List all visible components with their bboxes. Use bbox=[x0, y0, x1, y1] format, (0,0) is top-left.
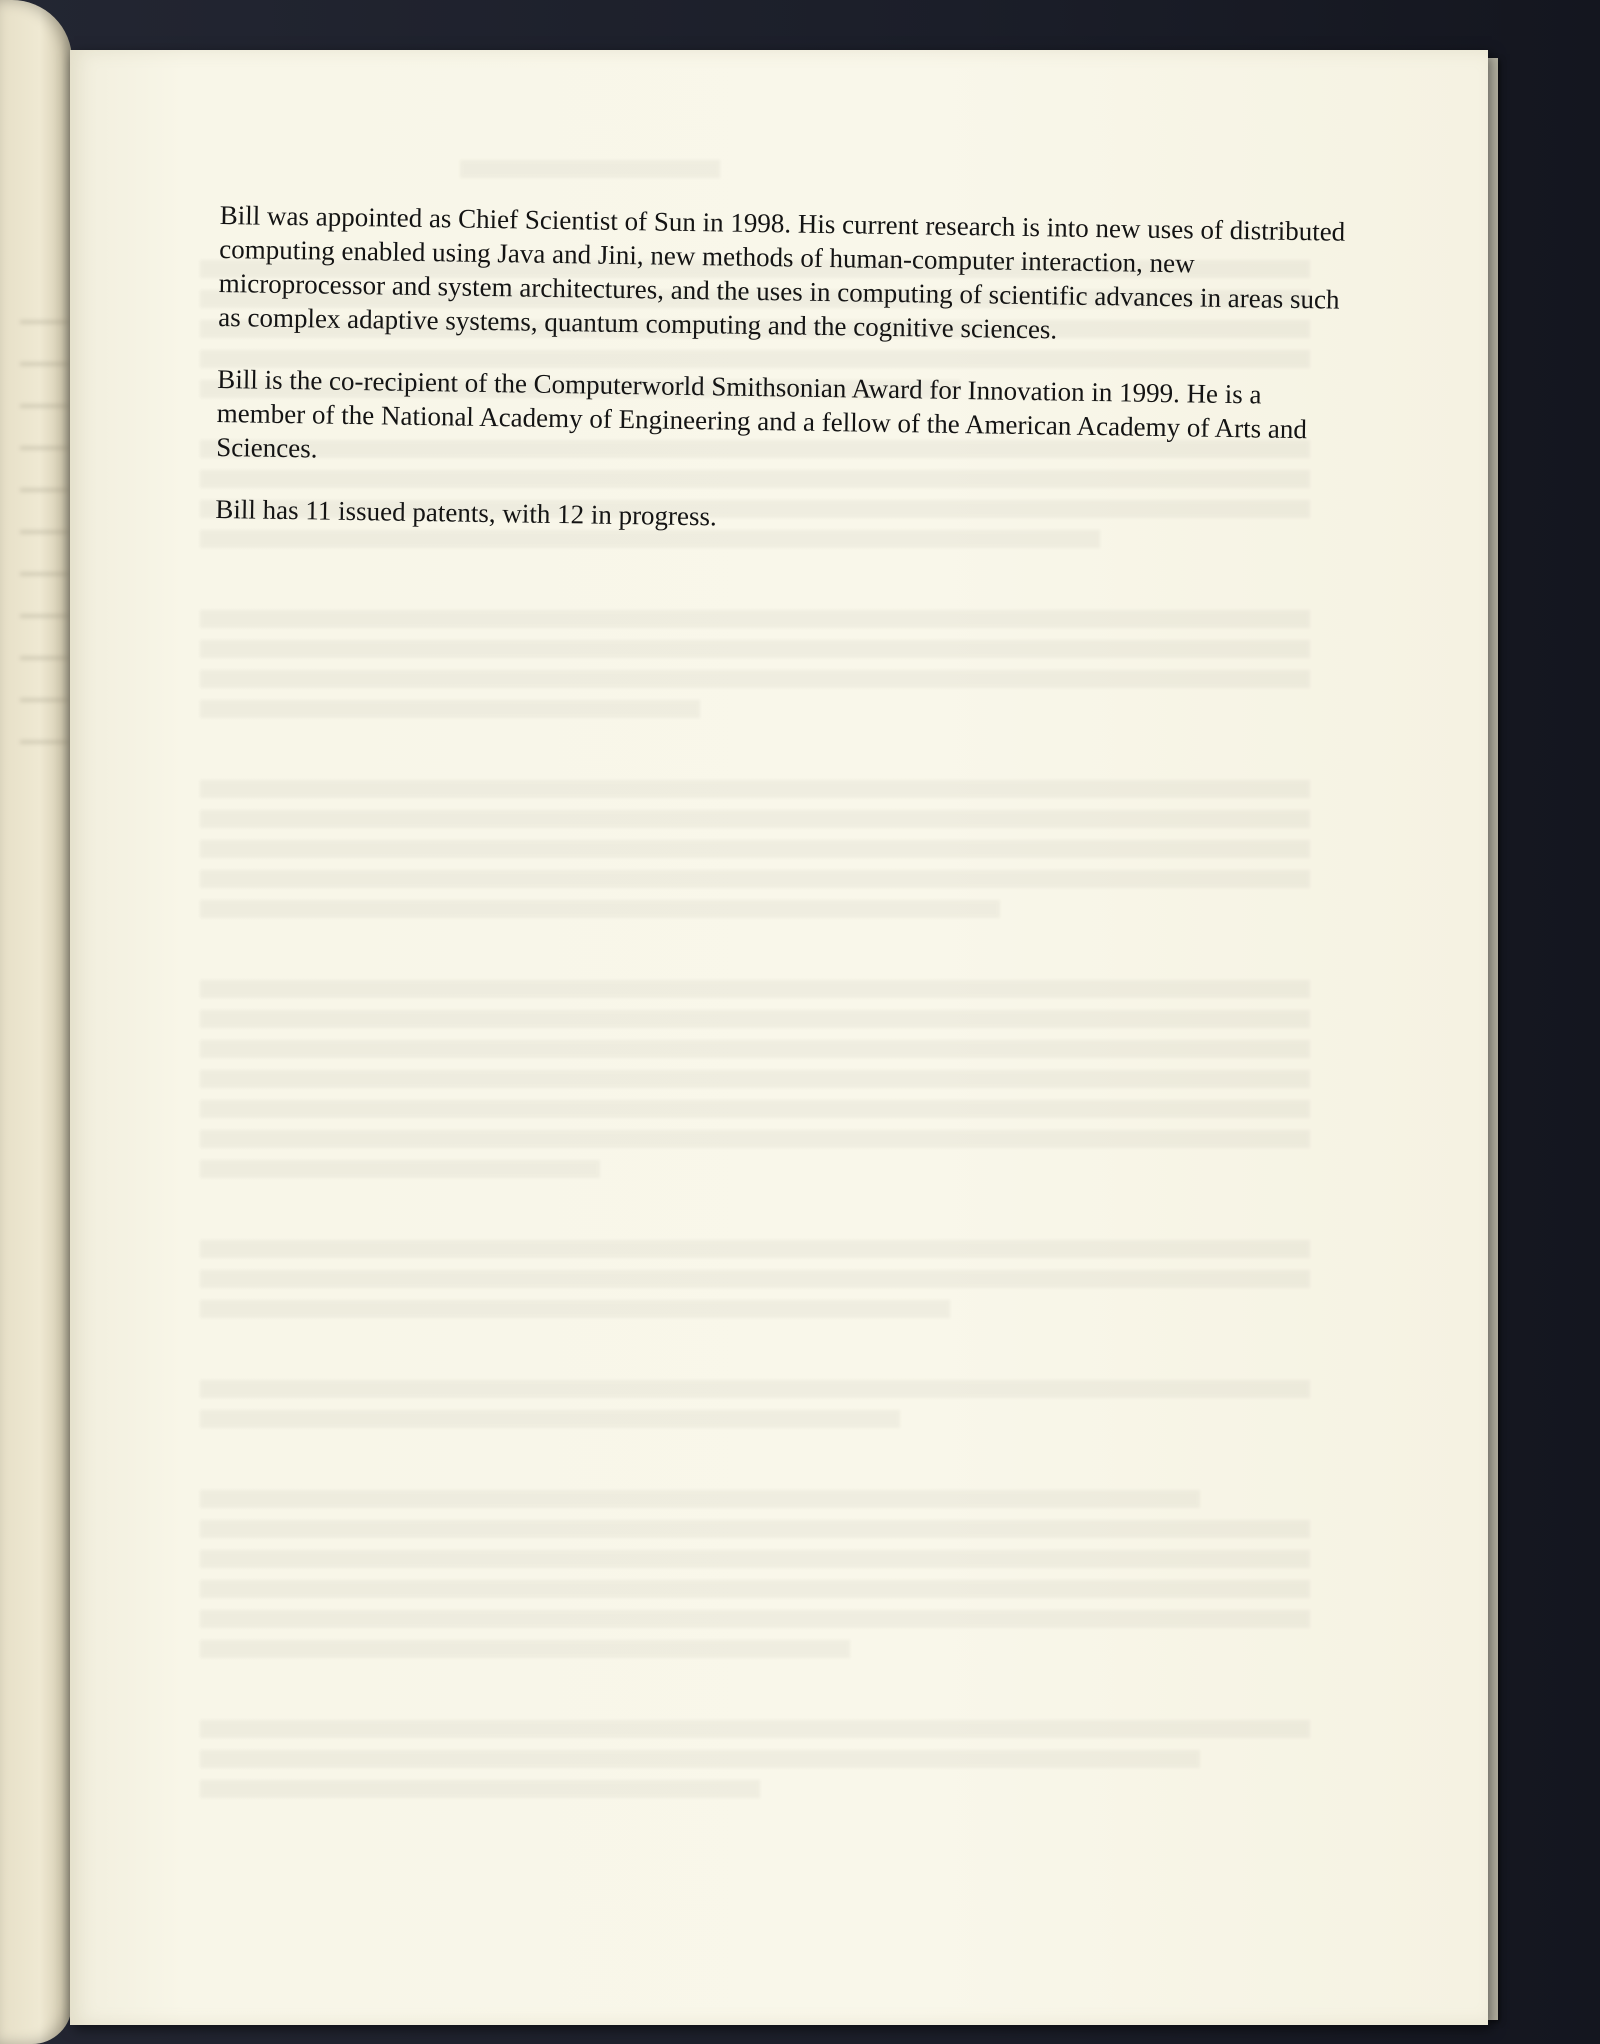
document-page bbox=[70, 50, 1488, 2025]
document-body bbox=[215, 198, 1350, 571]
paragraph-awards: Bill is the co-recipient of the Computerworld Smithsonian Award for Innovation in 1999. He is a member of the National Academy of Engineering and a fellow of the American Academy of Arts and Sciences. bbox=[216, 363, 1308, 464]
facing-page-edge bbox=[0, 0, 72, 2044]
paragraph-appointment: Bill was appointed as Chief Scientist of Sun in 1998. His current research is into new uses of distributed computing enabled using Java and Jini, new methods of human-computer interaction, new microprocessor and system architectures, and the uses in computing of scientific advances in areas such as complex adaptive systems, quantum computing and the cognitive sciences. bbox=[218, 199, 1346, 345]
facing-page-show-through bbox=[20, 290, 70, 750]
paragraph-patents: Bill has 11 issued patents, with 12 in progress. bbox=[215, 493, 718, 532]
